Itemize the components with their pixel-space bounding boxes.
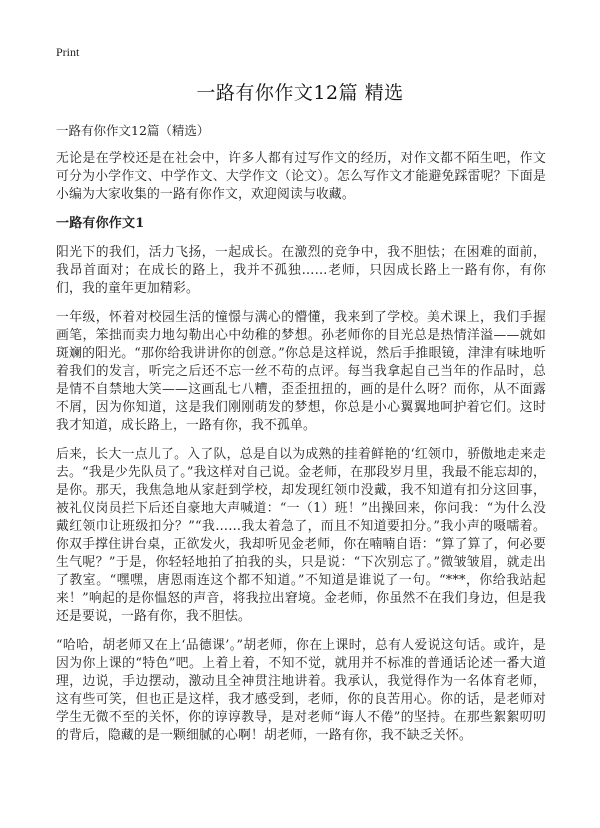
body-paragraph: “哈哈，胡老师又在上‘品德课’。”胡老师，你在上课时，总有人爱说这句话。或许，是因为你上课的“特色”吧。上着上着，不知不觉，就用并不标准的普通话论述一番大道理，边说，手边摆动，激动且全神贯注地讲着。我承认，我觉得作为一名体育老师，这有些可笑，但也正是这样，我才感受到，老师，你的良苦用心。你的话，是老师对学生无微不至的关怀，你的谆谆教导，是对老师“诲人不倦”的坚持。在那些絮絮叨叨的背后，隐藏的是一颗细腻的心啊！胡老师，一路有你，我不缺乏关怀。 bbox=[56, 638, 546, 743]
intro-paragraph: 无论是在学校还是在社会中，许多人都有过写作文的经历，对作文都不陌生吧，作文可分为小学作文、中学作文、大学作文（论文）。怎么写作文才能避免踩雷呢？下面是小编为大家收集的一路有你作文，欢迎阅读与收藏。 bbox=[56, 151, 546, 202]
print-link[interactable]: Print bbox=[56, 45, 80, 59]
article-body bbox=[56, 150, 546, 756]
page-title: 一路有你作文12篇 精选 bbox=[196, 82, 404, 104]
section-heading: 一路有你作文1 bbox=[56, 216, 145, 231]
body-paragraph: 后来，长大一点儿了。入了队，总是自以为成熟的挂着鲜艳的‘红领巾，骄傲地走来走去。“我是少先队员了。”我这样对自己说。金老师，在那段岁月里，我最不能忘却的，是你。那天，我焦急地从家赶到学校，却发现红领巾没戴，我不知道有扣分这回事，被礼仪岗员拦下后还自豪地大声喊道：“一（1）班！”出操回来，你问我：“为什么没戴红领巾让班级扣分？”“我……我太着急了，而且不知道要扣分。”我小声的嗫嚅着。你双手撑住讲台桌，正欲发火，我却听见金老师，你在喃喃自语：“算了算了，何必要生气呢？”于是，你轻轻地拍了拍我的头，只是说：“下次别忘了。”微皱皱眉，就走出了教室。“嘿嘿，唐恩雨连这个都不知道。”不知道是谁说了一句。“***，你给我站起来！”响起的是你愠怒的声音，将我拉出窘境。金老师，你虽然不在我们身边，但是我还是要说，一路有你，我不胆怯。 bbox=[56, 447, 546, 624]
document-subtitle: 一路有你作文12篇（精选） bbox=[56, 123, 210, 138]
body-paragraph: 阳光下的我们，活力飞扬，一起成长。在激烈的竞争中，我不胆怯；在困难的面前，我昂首面对；在成长的路上，我并不孤独……老师，只因成长路上一路有你，有你们，我的童年更加精彩。 bbox=[56, 245, 546, 296]
body-paragraph: 一年级，怀着对校园生活的憧憬与满心的懵懂，我来到了学校。美术课上，我们手握画笔，笨拙而卖力地勾勒出心中幼稚的梦想。孙老师你的目光总是热情洋溢——就如斑斓的阳光。“那你给我讲讲你的创意。”你总是这样说，然后手推眼镜，津津有味地听着我们的发言，听完之后还不忘一丝不苟的点评。每当我拿起自己当年的作品时，总是情不自禁地大笑——这画乱七八糟，歪歪扭扭的，画的是什么呀？而你，从不面露不屑，因为你知道，这是我们刚刚萌发的梦想，你总是小心翼翼地呵护着它们。这时我才知道，成长路上，一路有你，我不孤单。 bbox=[56, 310, 546, 433]
